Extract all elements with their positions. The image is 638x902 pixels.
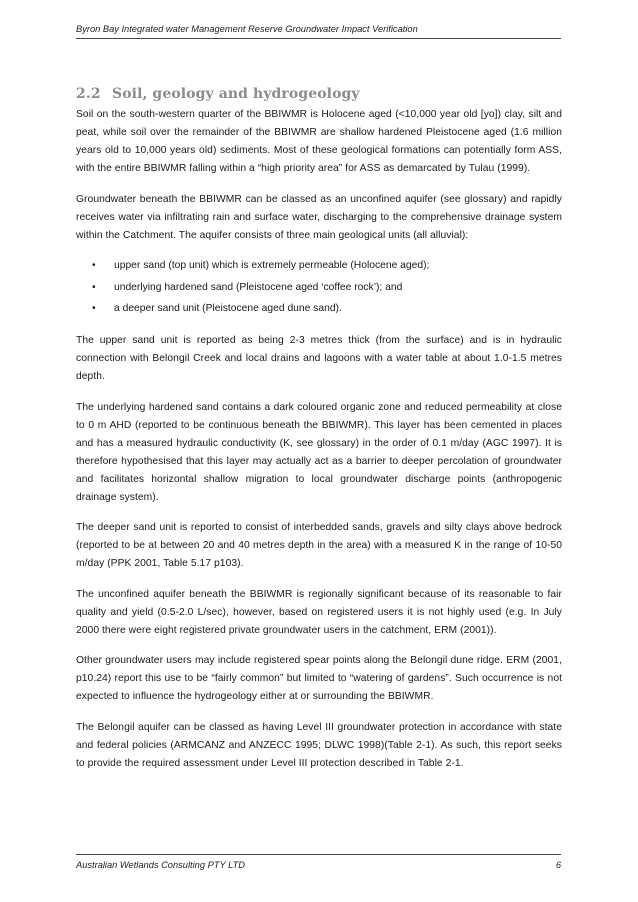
paragraph-soil: Soil on the south-western quarter of the BBIWMR is Holocene aged (<10,000 year old [yo]) clay, silt and peat, while soil over the remainder of the BBIWMR are shallow hardened Pleistocene aged (1.6 million years old to 10,000 years old) sediments. Most of these geological formations can potentially form ASS, with the entire BBIWMR falling within a “high priority area” for ASS as demarcated by Tulau (1999). (76, 109, 562, 174)
paragraph-hardened-sand: The underlying hardened sand contains a dark coloured organic zone and reduced permeability at close to 0 m AHD (reported to be continuous beneath the BBIWMR). This layer has been cemented in places and has a measured hydraulic conductivity (K, see glossary) in the order of 0.1 m/day (AGC 1997). It is therefore hypothesised that this layer may actually act as a barrier to deeper percolation of groundwater and facilitates horizontal shallow migration to local groundwater discharge points (anthropogenic drainage system). (76, 401, 562, 503)
bullet-icon: • (92, 281, 96, 293)
page-header (76, 24, 561, 39)
page-number: 6 (555, 860, 561, 870)
header-title: Byron Bay Integrated water Management Reserve Groundwater Impact Verification (76, 24, 418, 34)
page-footer (76, 854, 561, 870)
list-item (92, 279, 562, 297)
section-number: 2.2 (76, 86, 101, 102)
list-item (92, 300, 562, 318)
paragraph-protection-level: The Belongil aquifer can be classed as having Level III groundwater protection in accordance with state and federal policies (ARMCANZ and ANZECC 1995; DLWC 1998)(Table 2-1). As such, this report seeks to provide the required assessment under Level III protection described in Table 2-1. (76, 721, 562, 769)
list-item-text: underlying hardened sand (Pleistocene aged ‘coffee rock’); and (114, 281, 403, 293)
list-item (92, 257, 562, 275)
list-item-text: upper sand (top unit) which is extremely permeable (Holocene aged); (114, 260, 430, 271)
paragraph-deeper-sand: The deeper sand unit is reported to consist of interbedded sands, gravels and silty clays above bedrock (reported to be at between 20 and 40 metres depth in the area) with a measured K in the range of 10-50 m/day (PPK 2001, Table 5.17 p103). (76, 522, 562, 570)
section-title: Soil, geology and hydrogeology (112, 86, 360, 102)
list-item-text: a deeper sand unit (Pleistocene aged dune sand). (114, 303, 342, 315)
footer-company: Australian Wetlands Consulting PTY LTD (76, 860, 245, 870)
bullet-icon: • (92, 260, 96, 271)
bullet-icon: • (92, 303, 96, 315)
geological-units-list (76, 257, 562, 318)
paragraph-other-users: Other groundwater users may include registered spear points along the Belongil dune ridge. ERM (2001, p10.24) report this use to be “fairly common” but limited to “watering of gardens”. Such occurrence is not expected to influence the hydrogeology either at or surrounding the BBIWMR. (76, 655, 562, 703)
page-content (76, 86, 562, 785)
paragraph-upper-sand: The upper sand unit is reported as being 2-3 metres thick (from the surface) and is in hydraulic connection with Belongil Creek and local drains and lagoons with a water table at about 1.0-1.5 metres depth. (76, 335, 562, 383)
paragraph-aquifer-significance: The unconfined aquifer beneath the BBIWMR is regionally significant because of its reasonable to fair quality and yield (0.5-2.0 L/sec), however, based on registered users it is not highly used (e.g. In July 2000 there were eight registered private groundwater users in the catchment, ERM (2001)). (76, 588, 562, 636)
section-heading (76, 86, 562, 102)
paragraph-groundwater: Groundwater beneath the BBIWMR can be classed as an unconfined aquifer (see glossary) and rapidly receives water via infiltrating rain and surface water, discharging to the comprehensive drainage system within the Catchment. The aquifer consists of three main geological units (all alluvial): (76, 193, 562, 241)
